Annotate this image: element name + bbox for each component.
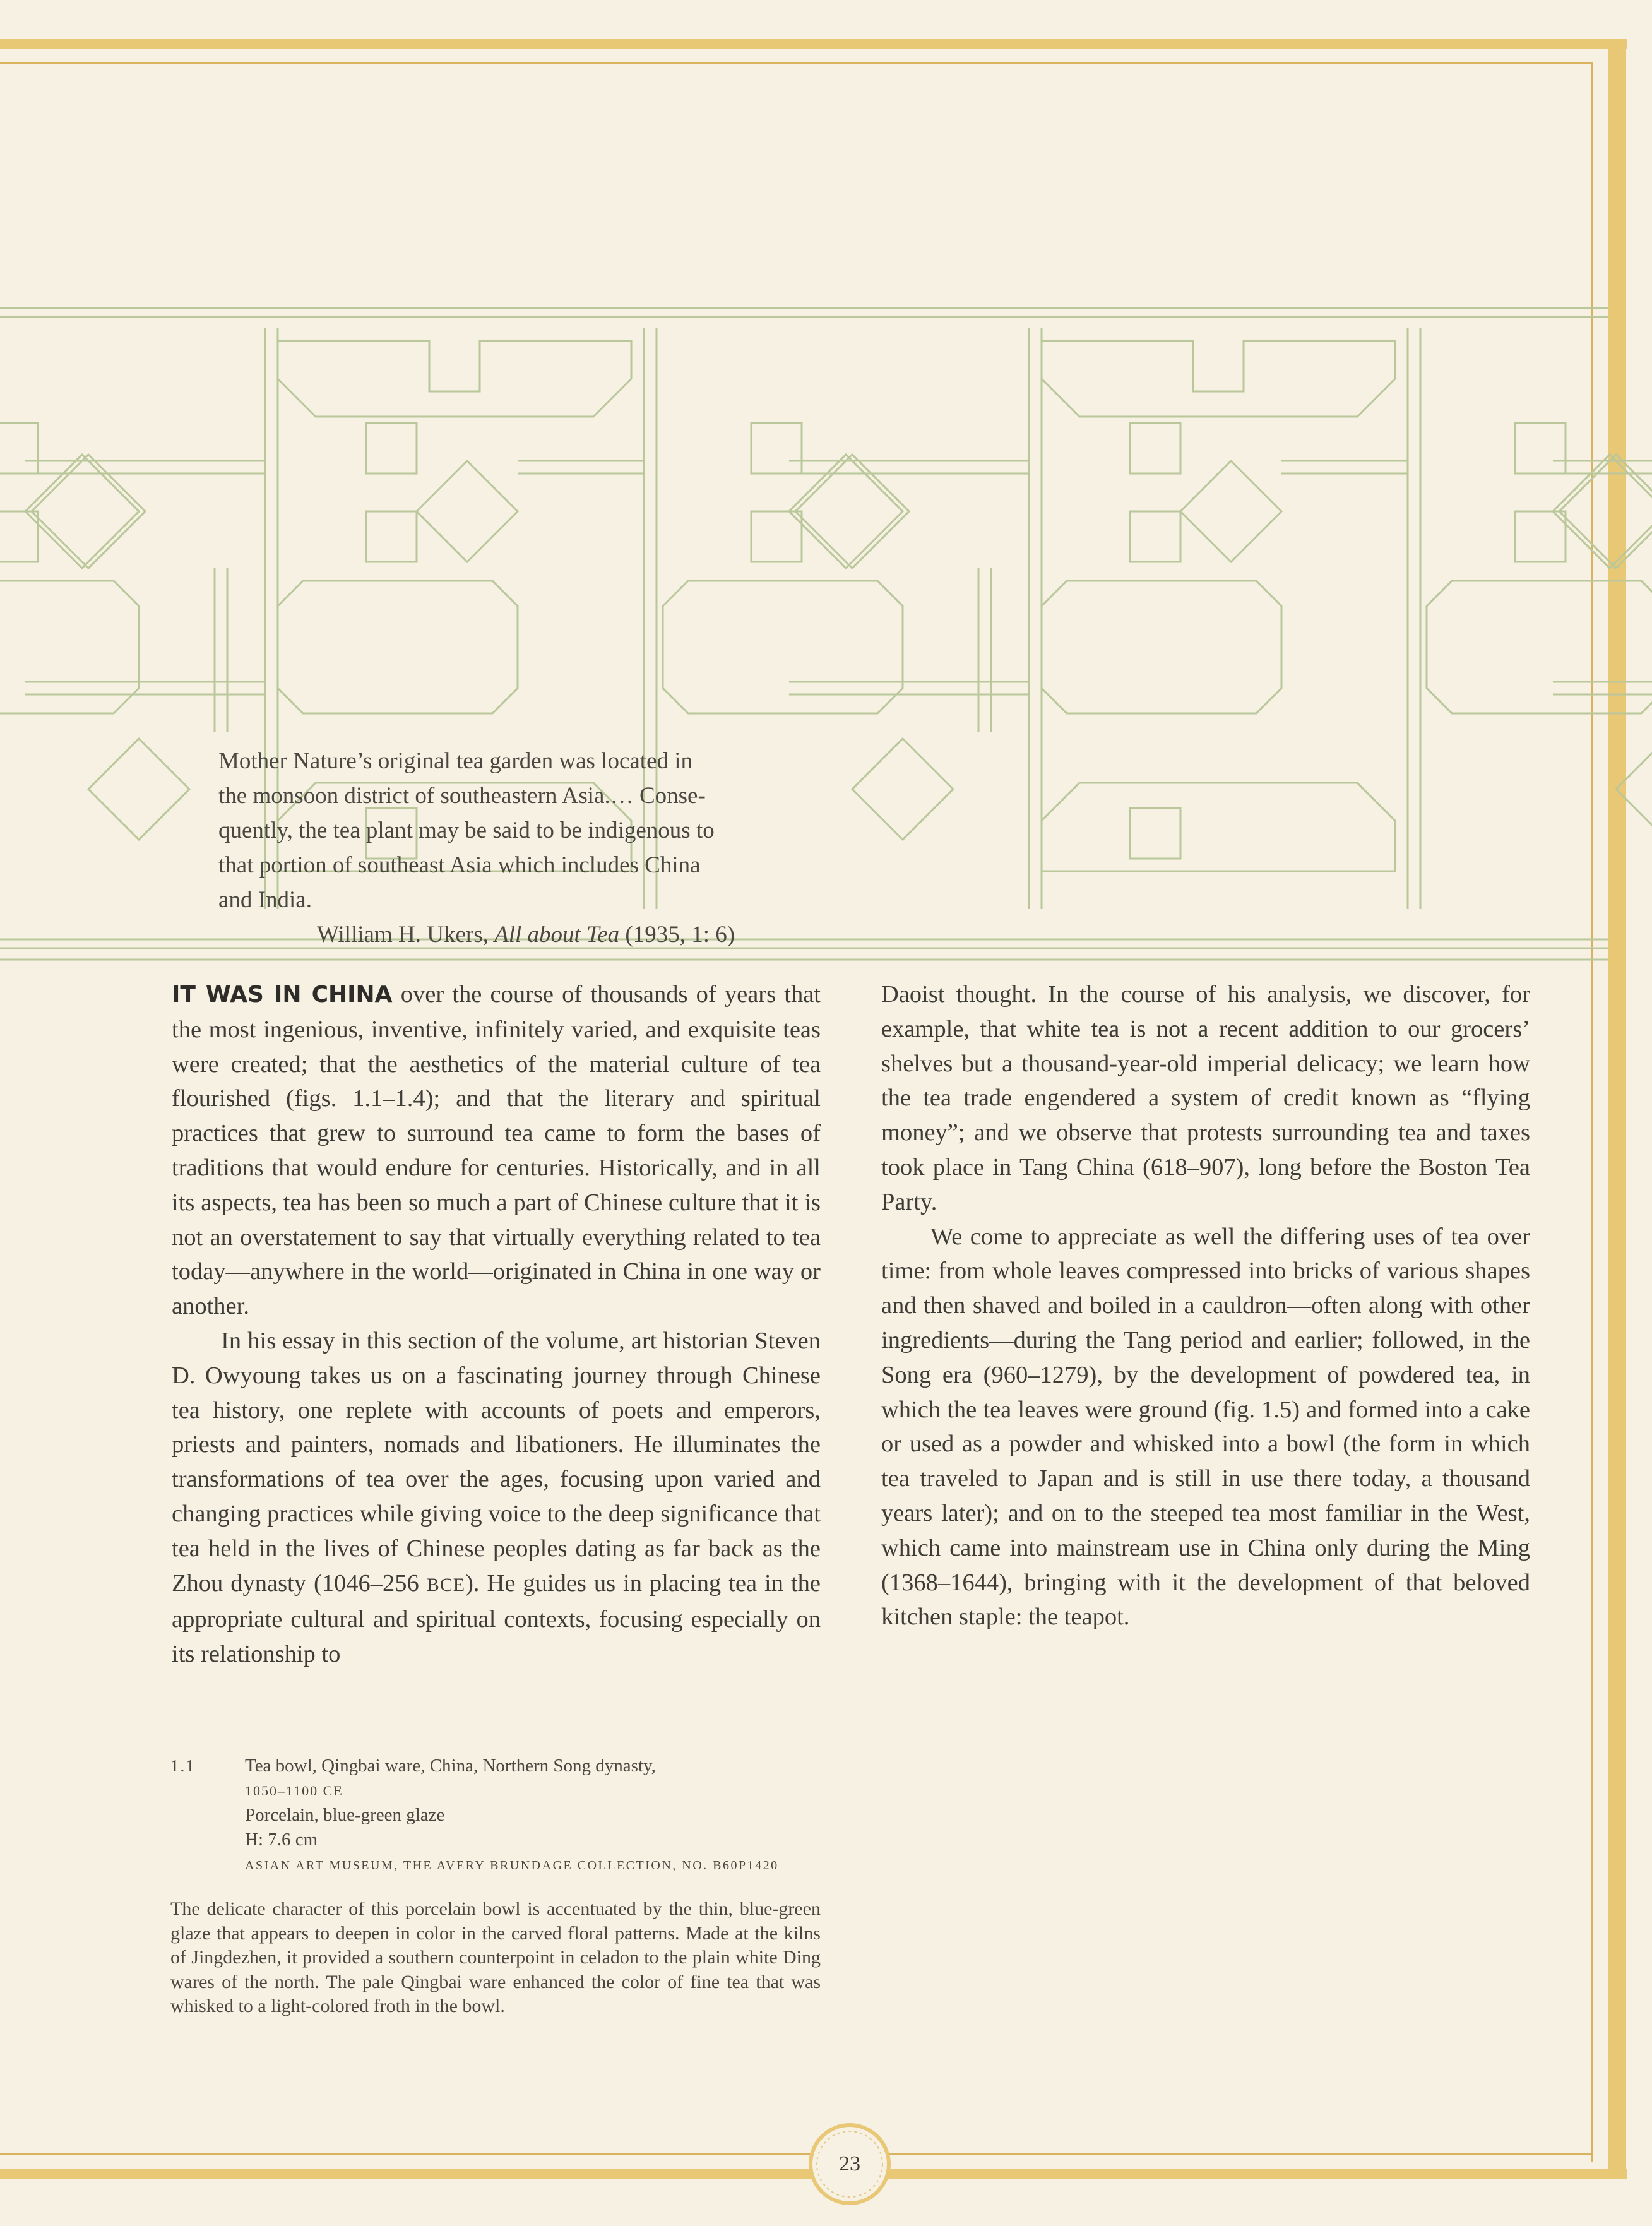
lattice-shape xyxy=(1130,808,1180,859)
body-paragraph-2-continued: Daoist thought. In the course of his analysis, we discover, for example, that white tea is not a recent addition to our grocers’ shelves but a thousand-year-old imperial delicacy; we learn how the tea trade engendered a system of credit known as “flying money”; and we observe that protests surrounding tea and taxes took place in Tang China (618–907), long before the Boston Tea Party. xyxy=(881,981,1530,1215)
figure-date: 1050–1100 CE xyxy=(245,1783,343,1799)
lattice-shape xyxy=(1042,581,1281,713)
figure-credit: ASIAN ART MUSEUM, THE AVERY BRUNDAGE COLLECTION, NO. B60P1420 xyxy=(245,1859,779,1872)
lattice-shape xyxy=(751,511,802,562)
lattice-shape xyxy=(1515,423,1566,473)
lattice-shape xyxy=(1553,455,1652,568)
epigraph-line: quently, the tea plant may be said to be indigenous to xyxy=(218,818,715,843)
page-number: 23 xyxy=(839,2152,860,2175)
lattice-shape xyxy=(25,455,139,568)
epigraph-citation: (1935, 1: 6) xyxy=(625,922,735,948)
figure-number: 1.1 xyxy=(170,1756,196,1775)
era-abbreviation: BCE xyxy=(426,1574,466,1595)
figure-caption xyxy=(170,1754,821,2038)
lattice-shape xyxy=(278,581,518,713)
lattice-shape xyxy=(789,455,903,568)
epigraph-book-title: All about Tea xyxy=(494,922,620,948)
figure-dimension: H: 7.6 cm xyxy=(245,1830,318,1850)
figure-material: Porcelain, blue-green glaze xyxy=(245,1805,445,1825)
figure-title: Tea bowl, Qingbai ware, China, Northern Song dynasty, xyxy=(245,1756,656,1776)
epigraph-line: that portion of southeast Asia which includes China xyxy=(218,852,701,878)
lattice-shape xyxy=(852,739,953,840)
body-column-left xyxy=(172,977,821,1672)
epigraph-line: and India. xyxy=(218,887,312,913)
lattice-shape xyxy=(417,461,518,562)
lattice-shape xyxy=(1180,461,1281,562)
lattice-shape xyxy=(1515,511,1566,562)
lattice-shape xyxy=(1559,455,1652,568)
body-paragraph-3: We come to appreciate as well the differing uses of tea over time: from whole leaves compressed into bricks of various shapes and then shaved and boiled in a cauldron—often along with other ingredients—during the Tang period and earlier; followed, in the Song era (960–1279), by the development of powdered tea, in which the tea leaves were ground (fig. 1.5) and formed into a cake or used as a powder and whisked into a bowl (the form in which tea traveled to Japan and is still in use there today, a thousand years later); and on to the steeped tea most familiar in the West, which came into mainstream use in China only during the Ming (1368–1644), bringing with it the development of that beloved kitchen staple: the teapot. xyxy=(881,1223,1530,1631)
lattice-shape xyxy=(32,455,145,568)
lattice-shape xyxy=(88,739,189,840)
body-paragraph-1 xyxy=(172,977,821,1324)
epigraph-attribution xyxy=(218,917,780,952)
lattice-shape xyxy=(1130,511,1180,562)
paragraph-text: In his essay in this section of the volume, art historian Steven D. Owyoung takes us on a fascinating journey through Chinese tea history, one replete with accounts of poets and emperors, priests and painters, nomads and libationers. He illuminates the transformations of tea over the ages, focusing upon varied and changing practices while giving voice to the deep significance that tea held in the lives of Chinese peoples dating as far back as the Zhou dynasty (1046–256 xyxy=(172,1327,821,1597)
epigraph xyxy=(218,744,780,952)
lattice-shape xyxy=(751,423,802,473)
body-paragraph-2 xyxy=(172,1324,821,1672)
page-number-medallion xyxy=(793,2107,906,2221)
lattice-shape xyxy=(1042,341,1395,417)
lattice-shape xyxy=(366,511,417,562)
frame-top-border xyxy=(0,39,1627,49)
lattice-shape xyxy=(366,423,417,473)
figure-description: The delicate character of this porcelain bowl is accentuated by the thin, blue-green glaze that appears to deepen in color in the carved floral patterns. Made at the kilns of Jingdezhen, it provided a southern counterpoint in celadon to the plain white Ding wares of the north. The pale Qingbai ware enhanced the color of fine tea that was whisked to a light-colored froth in the bowl. xyxy=(170,1898,821,2016)
lattice-shape xyxy=(1042,783,1395,871)
epigraph-line: the monsoon district of southeastern Asia.… Conse- xyxy=(218,783,706,809)
body-column-right xyxy=(881,977,1530,1634)
paragraph-text: ). He guides us in placing tea in the appropriate cultural and spiritual contexts, focusing especially on its relationship to xyxy=(172,1569,821,1668)
lattice-shape xyxy=(0,423,38,473)
frame-top-inner-line xyxy=(0,62,1591,64)
epigraph-author: William H. Ukers, xyxy=(317,922,489,948)
lattice-shape xyxy=(1130,423,1180,473)
lattice-shape xyxy=(1616,739,1652,840)
paragraph-text: over the course of thousands of years that the most ingenious, inventive, infinitely varied, and exquisite teas were created; that the aesthetics of the material culture of tea flourished (figs. 1.1–1.4); and that the literary and spiritual practices that grew to surround tea came to form the bases of traditions that would endure for centuries. Historically, and in all its aspects, tea has been so much a part of Chinese culture that it is not an overstatement to say that virtually everything related to tea today—anywhere in the world—originated in China in one way or another. xyxy=(172,981,821,1320)
lattice-shape xyxy=(278,341,631,417)
lead-in: IT WAS IN CHINA xyxy=(172,982,393,1008)
epigraph-line: Mother Nature’s original tea garden was located in xyxy=(218,748,693,774)
lattice-shape xyxy=(795,455,909,568)
